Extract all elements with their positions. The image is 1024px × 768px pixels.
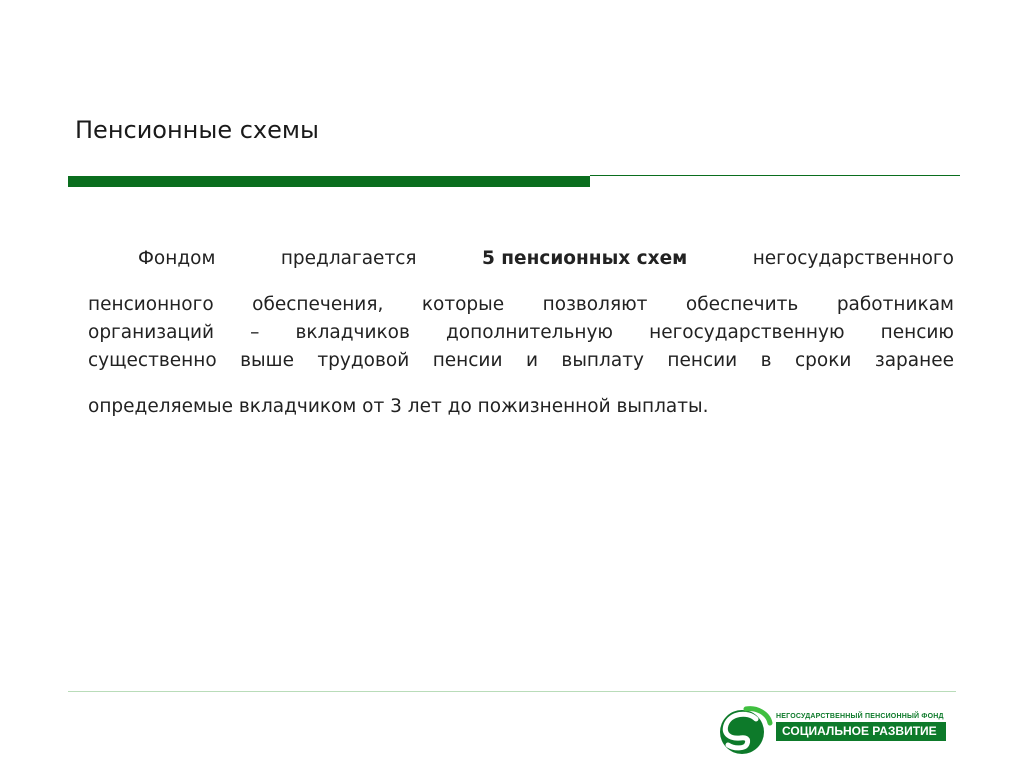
fund-emblem-icon <box>716 705 774 757</box>
line-5-text: определяемые вкладчиком от 3 лет до пожизненной выплаты. <box>88 396 709 417</box>
title-underline-thick <box>68 176 590 187</box>
paragraph-line-3 <box>88 322 954 350</box>
slide-title: Пенсионные схемы <box>75 116 319 144</box>
title-underline-thin <box>590 175 960 176</box>
word-fondom: Фондом <box>138 248 216 269</box>
logo-bottom-text: СОЦИАЛЬНОЕ РАЗВИТИЕ <box>776 722 946 741</box>
paragraph-line-1 <box>88 248 954 294</box>
line-3-text: организаций – вкладчиков дополнительную негосударственную пенсию <box>88 322 954 343</box>
highlight-five-schemes: 5 пенсионных схем <box>481 248 688 269</box>
logo-top-text: НЕГОСУДАРСТВЕННЫЙ ПЕНСИОННЫЙ ФОНД <box>776 713 944 720</box>
footer-divider <box>68 691 956 692</box>
body-paragraph <box>88 248 954 424</box>
paragraph-line-4 <box>88 350 954 396</box>
word-predlagaetsya: предлагается <box>280 248 417 269</box>
fund-logo <box>716 705 948 757</box>
line-4-text: существенно выше трудовой пенсии и выплату пенсии в сроки заранее <box>88 350 954 371</box>
word-negosudarstvennogo: негосударственного <box>752 248 954 269</box>
line-2-text: пенсионного обеспечения, которые позволяют обеспечить работникам <box>88 294 954 315</box>
paragraph-line-5 <box>88 396 954 424</box>
paragraph-line-2 <box>88 294 954 322</box>
